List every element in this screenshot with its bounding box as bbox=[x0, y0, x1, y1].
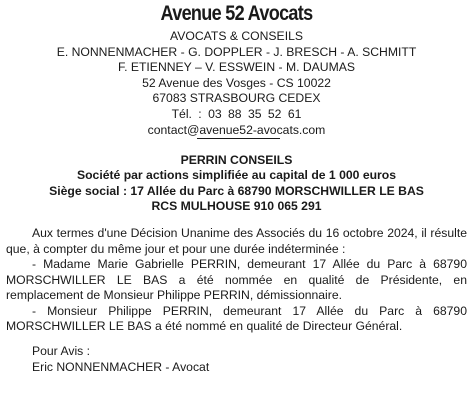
paragraph-director: - Monsieur Philippe PERRIN, demeurant 17 Allée du Parc à 68790 MORSCHWILLER LE BAS a été nommé en qualité de Directeur Général. bbox=[6, 303, 467, 333]
address-line-1: 52 Avenue des Vosges - CS 10022 bbox=[142, 75, 331, 90]
signer-name: Eric NONNENMACHER - Avocat bbox=[32, 359, 210, 374]
partners-line-2: F. ETIENNEY – V. ESSWEIN - M. DAUMAS bbox=[117, 60, 356, 75]
paragraph-decision: Aux termes d'une Décision Unanime des Associés du 16 octobre 2024, il résulte que, à compter du même jour et pour une durée indéterminée : bbox=[6, 226, 467, 256]
address-line-2: 67083 STRASBOURG CEDEX bbox=[152, 91, 321, 106]
signature-block bbox=[32, 344, 209, 375]
closing-text: Pour Avis : bbox=[32, 344, 91, 358]
phone-number: Tél. : 03 88 35 52 61 bbox=[171, 106, 302, 121]
company-details bbox=[0, 153, 473, 215]
company-name: PERRIN CONSEILS bbox=[180, 153, 293, 167]
company-legal-form: Société par actions simplifiée au capital de 1 000 euros bbox=[76, 168, 397, 183]
company-registration: RCS MULHOUSE 910 065 291 bbox=[151, 199, 322, 214]
header-divider bbox=[197, 138, 280, 139]
firm-header bbox=[0, 29, 473, 138]
firm-type: AVOCATS & CONSEILS bbox=[170, 29, 303, 43]
company-head-office: Siège social : 17 Allée du Parc à 68790 MORSCHWILLER LE BAS bbox=[49, 183, 424, 198]
email-address: contact@avenue52-avocats.com bbox=[147, 122, 326, 137]
notice-body bbox=[6, 226, 467, 335]
partners-line-1: E. NONNENMACHER - G. DOPPLER - J. BRESCH - A. SCHMITT bbox=[56, 44, 417, 59]
paragraph-president: - Madame Marie Gabrielle PERRIN, demeurant 17 Allée du Parc à 68790 MORSCHWILLER LE BAS a été nommée en qualité de Présidente, en remplacement de Monsieur Philippe PERRIN, démissionnaire. bbox=[6, 257, 467, 302]
firm-name: Avenue 52 Avocats bbox=[160, 2, 313, 25]
